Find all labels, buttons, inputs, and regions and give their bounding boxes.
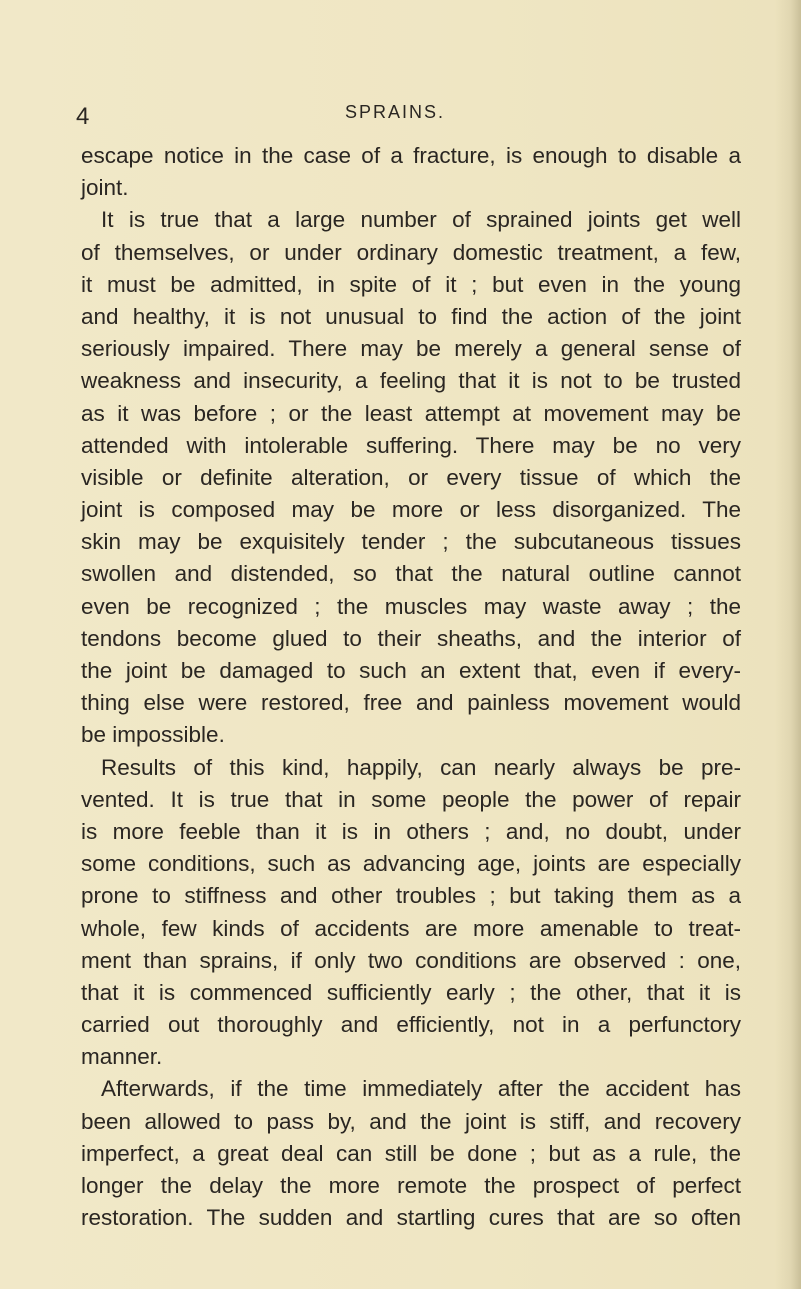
text-line: ment than sprains, if only two conditions are observed : one, <box>81 947 741 973</box>
text-line: thing else were restored, free and painless movement would <box>81 690 741 716</box>
text-line: escape notice in the case of a fracture, is enough to disable a <box>81 143 741 168</box>
text-line: even be recognized ; the muscles may waste away ; the <box>81 593 741 619</box>
text-line: joint. <box>81 175 129 201</box>
text-line: visible or definite alteration, or every tissue of which the <box>81 464 741 490</box>
text-line: weakness and insecurity, a feeling that it is not to be trusted <box>81 368 741 394</box>
paragraph-start-line: Results of this kind, happily, can nearly always be pre- <box>101 754 741 780</box>
page-number: 4 <box>76 103 90 130</box>
text-line: be impossible. <box>81 722 225 748</box>
text-line: been allowed to pass by, and the joint is stiff, and recovery <box>81 1108 741 1134</box>
text-line: prone to stiffness and other troubles ; but taking them as a <box>81 883 741 909</box>
text-line: skin may be exquisitely tender ; the subcutaneous tissues <box>81 529 741 555</box>
text-line: swollen and distended, so that the natural outline cannot <box>81 561 741 587</box>
text-line: the joint be damaged to such an extent that, even if every- <box>81 658 741 683</box>
text-line: it must be admitted, in spite of it ; but even in the young <box>81 271 741 297</box>
text-line: carried out thoroughly and efficiently, not in a perfunctory <box>81 1012 741 1038</box>
text-line: vented. It is true that in some people the power of repair <box>81 786 741 812</box>
text-line: is more feeble than it is in others ; and, no doubt, under <box>81 818 741 844</box>
text-line: manner. <box>81 1044 163 1070</box>
paragraph-start-line: It is true that a large number of sprained joints get well <box>101 207 741 233</box>
text-line: joint is composed may be more or less disorganized. The <box>81 497 741 523</box>
text-line: restoration. The sudden and startling cures that are so often <box>81 1205 741 1231</box>
paragraph-start-line: Afterwards, if the time immediately after the accident has <box>101 1076 741 1102</box>
text-line: whole, few kinds of accidents are more amenable to treat- <box>81 915 741 941</box>
text-line: tendons become glued to their sheaths, and the interior of <box>81 625 741 651</box>
body-text <box>81 140 741 1234</box>
text-line: attended with intolerable suffering. There may be no very <box>81 432 741 458</box>
text-line: that it is commenced sufficiently early ; the other, that it is <box>81 979 741 1005</box>
text-line: some conditions, such as advancing age, joints are especially <box>81 851 741 877</box>
text-line: longer the delay the more remote the prospect of perfect <box>81 1173 741 1198</box>
page-header <box>0 100 801 130</box>
page-edge-shadow <box>775 0 801 1289</box>
text-line: of themselves, or under ordinary domestic treatment, a few, <box>81 239 741 265</box>
text-line: seriously impaired. There may be merely a general sense of <box>81 336 741 362</box>
text-line: as it was before ; or the least attempt at movement may be <box>81 400 741 426</box>
text-line: imperfect, a great deal can still be done ; but as a rule, the <box>81 1140 741 1166</box>
running-head: SPRAINS. <box>344 102 446 122</box>
text-line: and healthy, it is not unusual to find the action of the joint <box>81 303 741 329</box>
